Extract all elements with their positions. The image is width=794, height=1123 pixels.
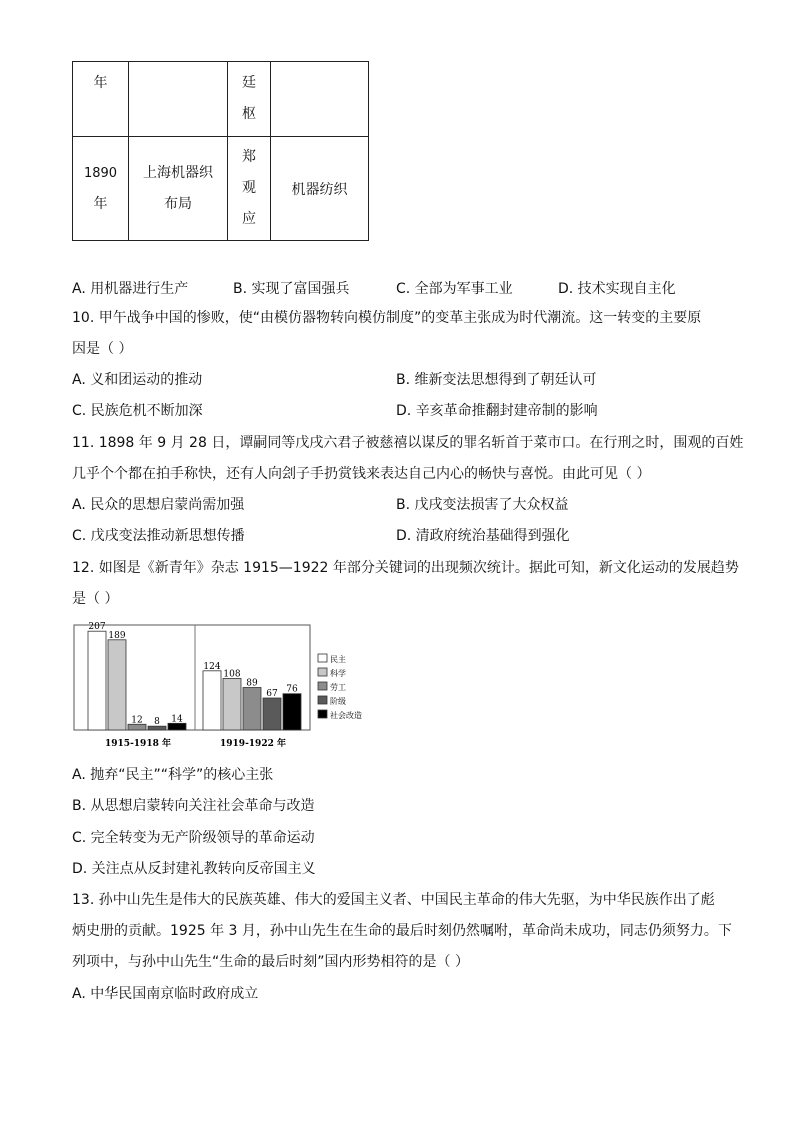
q10-option-b: B. 维新变法思想得到了朝廷认可 [396, 372, 597, 388]
bar-value-label: 189 [108, 630, 126, 641]
q12-option-a: A. 抛弃“民主”“科学”的核心主张 [72, 767, 274, 783]
q12-stem-line1: 12. 如图是《新青年》杂志 1915—1922 年部分关键词的出现频次统计。据此可知，新文化运动的发展趋势 [72, 560, 739, 576]
q11-stem-line1: 11. 1898 年 9 月 28 日，谭嗣同等戊戌六君子被慈禧以谋反的罪名斩首于菜市口。在行刑之时，围观的百姓 [72, 435, 744, 451]
q10-option-d: D. 辛亥革命推翻封建帝制的影响 [396, 403, 598, 419]
bar-value-label: 207 [88, 622, 106, 633]
q10-option-c: C. 民族危机不断加深 [72, 403, 203, 419]
cell-text: 年 [93, 75, 108, 91]
legend-swatch [318, 710, 327, 718]
bar-value-label: 14 [171, 714, 183, 725]
q10-stem-line2: 因是（ ） [72, 341, 133, 357]
legend-swatch [318, 668, 327, 676]
enterprise-table [72, 61, 369, 241]
bar-1-2 [243, 688, 261, 730]
q9-option-c: C. 全部为军事工业 [396, 281, 513, 297]
cell-text: 枢 [242, 106, 256, 122]
bar-0-0 [88, 631, 106, 730]
table-cell [73, 137, 129, 241]
q11-option-a: A. 民众的思想启蒙尚需加强 [72, 497, 245, 513]
q13-stem-line1: 13. 孙中山先生是伟大的民族英雄、伟大的爱国主义者、中国民主革命的伟大先驱，为中华民族作出了彪 [72, 892, 715, 908]
legend-label: 科学 [330, 669, 346, 678]
q12-option-b: B. 从思想启蒙转向关注社会革命与改造 [72, 798, 315, 814]
keyword-frequency-chart [70, 620, 380, 752]
legend-label: 社会改造 [330, 711, 362, 720]
legend-label: 劳工 [330, 683, 346, 692]
legend-swatch [318, 654, 327, 662]
table-cell [271, 137, 369, 241]
table-row [73, 137, 369, 241]
q11-stem-line2: 几乎个个都在拍手称快，还有人向刽子手扔赏钱来表达自己内心的畅快与喜悦。由此可见（ ） [72, 466, 651, 482]
bar-value-label: 108 [223, 669, 241, 680]
q9-option-d: D. 技术实现自主化 [558, 281, 676, 297]
legend-swatch [318, 682, 327, 690]
bar-value-label: 89 [246, 678, 258, 689]
q11-option-d: D. 清政府统治基础得到强化 [396, 528, 570, 544]
legend-label: 阶级 [330, 697, 346, 706]
bar-1-1 [223, 678, 241, 730]
cell-text: 年 [93, 195, 108, 212]
q10-option-a: A. 义和团运动的推动 [72, 372, 203, 388]
q13-stem-line2: 炳史册的贡献。1925 年 3 月，孙中山先生在生命的最后时刻仍然嘱咐，革命尚未成功，同志仍须努力。下 [72, 923, 732, 939]
bar-value-label: 67 [266, 689, 278, 700]
q11-option-b: B. 戊戌变法损害了大众权益 [396, 497, 569, 513]
category-label: 1915-1918 年 [105, 739, 171, 749]
legend-label: 民主 [330, 655, 346, 664]
q13-stem-line3: 列项中，与孙中山先生“生命的最后时刻”国内形势相符的是（ ） [72, 954, 469, 970]
bar-value-label: 124 [203, 661, 221, 672]
table-row [73, 62, 369, 137]
cell-text: 1890 [83, 165, 118, 181]
table-cell [129, 137, 228, 241]
bar-1-3 [263, 698, 281, 730]
category-label: 1919-1922 年 [220, 739, 286, 749]
table-cell [73, 62, 129, 137]
bar-1-4 [283, 694, 301, 730]
bar-0-1 [108, 640, 126, 730]
q12-stem-line2: 是（ ） [72, 591, 119, 607]
cell-text: 应 [242, 211, 256, 227]
bar-value-label: 76 [286, 684, 298, 695]
cell-text: 廷 [242, 75, 256, 91]
bar-value-label: 8 [154, 717, 160, 728]
q13-option-a: A. 中华民国南京临时政府成立 [72, 986, 259, 1002]
q9-option-a: A. 用机器进行生产 [72, 281, 189, 297]
cell-text: 机器纺织 [291, 181, 348, 198]
q12-option-d: D. 关注点从反封建礼教转向反帝国主义 [72, 861, 316, 877]
cell-text: 布局 [164, 195, 192, 212]
q9-option-b: B. 实现了富国强兵 [233, 281, 350, 297]
legend-swatch [318, 696, 327, 704]
cell-text: 观 [242, 180, 256, 196]
table-cell [228, 137, 271, 241]
q10-stem-line1: 10. 甲午战争中国的惨败，使“由模仿器物转向模仿制度”的变革主张成为时代潮流。这一转变的主要原 [72, 310, 702, 326]
bar-value-label: 12 [131, 715, 143, 726]
q11-option-c: C. 戊戌变法推动新思想传播 [72, 528, 245, 544]
q12-option-c: C. 完全转变为无产阶级领导的革命运动 [72, 830, 315, 846]
bar-1-0 [203, 671, 221, 730]
cell-text: 郑 [242, 149, 256, 165]
cell-text: 上海机器织 [143, 164, 213, 181]
table-cell [228, 62, 271, 137]
table-cell [271, 62, 369, 137]
table-cell [129, 62, 228, 137]
